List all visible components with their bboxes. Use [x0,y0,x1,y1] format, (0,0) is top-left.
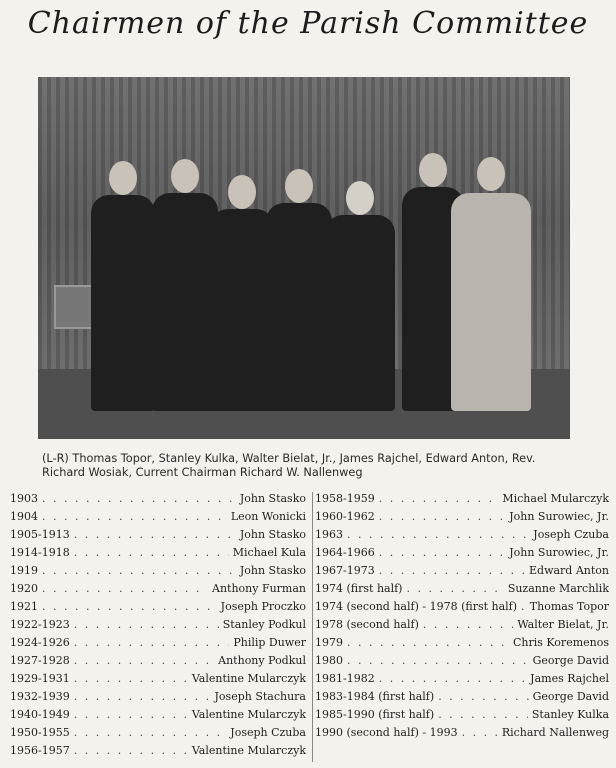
chairman-name: Walter Bielat, Jr. [517,618,609,631]
dot-leader [438,690,528,703]
dot-leader [42,600,217,613]
chairman-entry [10,582,306,600]
term-years: 1932-1939 [10,690,70,703]
term-years: 1919 [10,564,38,577]
term-years: 1974 (first half) [315,582,403,595]
term-years: 1914-1918 [10,546,70,559]
term-years: 1990 (second half) - 1993 [315,726,458,739]
term-years: 1929-1931 [10,672,70,685]
chairman-entry [10,564,306,582]
term-years: 1981-1982 [315,672,375,685]
chairmen-list-right [312,492,609,762]
dot-leader [379,492,499,505]
chairman-name: Joseph Czuba [230,726,306,739]
chairman-entry [315,708,609,726]
chairmen-list-left [10,492,306,762]
dot-leader [438,708,528,721]
term-years: 1904 [10,510,38,523]
term-years: 1940-1949 [10,708,70,721]
chairman-entry [10,636,306,654]
chairman-name: Valentine Mularczyk [191,708,306,721]
chairman-name: Anthony Podkul [218,654,306,667]
term-years: 1958-1959 [315,492,375,505]
chairman-entry [315,582,609,600]
dot-leader [42,582,208,595]
chairman-entry [10,546,306,564]
chairman-name: Edward Anton [529,564,609,577]
chairman-entry [10,726,306,744]
chairman-entry [10,708,306,726]
chairman-name: Joseph Proczko [220,600,306,613]
chairman-name: Leon Wonicki [230,510,306,523]
group-photo [38,77,570,439]
dot-leader [379,510,506,523]
chairman-entry [315,546,609,564]
chairman-entry [10,492,306,510]
dot-leader [347,636,509,649]
chairman-name: Richard Nallenweg [501,726,609,739]
dot-leader [406,582,503,595]
chairman-entry [10,600,306,618]
chairman-entry [10,618,306,636]
term-years: 1974 (second half) - 1978 (first half) [315,600,518,613]
term-years: 1985-1990 (first half) [315,708,435,721]
chairman-entry [315,618,609,636]
chairman-name: Joseph Czuba [533,528,609,541]
chairman-entry [10,528,306,546]
page-title: Chairmen of the Parish Committee [27,6,589,41]
dot-leader [74,708,188,721]
term-years: 1903 [10,492,38,505]
term-years: 1905-1913 [10,528,70,541]
term-years: 1920 [10,582,38,595]
dot-leader [74,528,236,541]
chairman-name: Stanley Kulka [531,708,609,721]
chairman-entry [315,510,609,528]
term-years: 1950-1955 [10,726,70,739]
chairman-name: John Stasko [239,564,306,577]
term-years: 1960-1962 [315,510,375,523]
chairman-name: John Surowiec, Jr. [509,510,609,523]
person-5 [322,111,398,411]
term-years: 1967-1973 [315,564,375,577]
chairman-name: Suzanne Marchlik [507,582,609,595]
chairman-entry [10,744,306,762]
chairman-name: Philip Duwer [233,636,306,649]
chairman-entry [315,492,609,510]
term-years: 1964-1966 [315,546,375,559]
chairman-entry [315,726,609,744]
chairman-name: John Stasko [239,528,306,541]
chairman-entry [10,672,306,690]
dot-leader [379,564,525,577]
chairman-entry [315,690,609,708]
chairman-name: Valentine Mularczyk [191,672,306,685]
term-years: 1924-1926 [10,636,70,649]
chairman-entry [315,564,609,582]
chairman-entry [10,690,306,708]
chairman-name: Michael Mularczyk [502,492,609,505]
term-years: 1922-1923 [10,618,70,631]
chairman-name: Valentine Mularczyk [191,744,306,757]
chairman-name: Stanley Podkul [222,618,306,631]
dot-leader [42,492,236,505]
term-years: 1983-1984 (first half) [315,690,435,703]
term-years: 1956-1957 [10,744,70,757]
chairman-name: James Rajchel [530,672,609,685]
chairman-entry [315,528,609,546]
chairman-name: Thomas Topor [529,600,609,613]
dot-leader [42,564,236,577]
chairman-entry [315,654,609,672]
chairman-name: John Surowiec, Jr. [509,546,609,559]
term-years: 1978 (second half) [315,618,419,631]
chairman-name: George David [532,654,609,667]
dot-leader [379,546,506,559]
dot-leader [423,618,513,631]
dot-leader [74,744,188,757]
chairman-entry [315,672,609,690]
dot-leader [74,672,188,685]
chairman-entry [315,636,609,654]
chairman-name: George David [532,690,609,703]
dot-leader [74,654,214,667]
dot-leader [74,636,230,649]
chairman-entry [315,600,609,618]
dot-leader [74,726,227,739]
dot-leader [42,510,227,523]
dot-leader [347,654,529,667]
chairman-name: John Stasko [239,492,306,505]
person-7 [448,101,534,411]
dot-leader [74,618,219,631]
chairman-entry [10,654,306,672]
photo-caption: (L-R) Thomas Topor, Stanley Kulka, Walter Bielat, Jr., James Rajchel, Edward Anton, Rev. Richard Wosiak, Current Chairman Richard W. Nallenweg [42,452,536,479]
chairman-name: Anthony Furman [212,582,306,595]
term-years: 1927-1928 [10,654,70,667]
term-years: 1963 [315,528,343,541]
term-years: 1979 [315,636,343,649]
dot-leader [521,600,526,613]
chairman-entry [10,510,306,528]
dot-leader [462,726,498,739]
chairman-name: Chris Koremenos [512,636,609,649]
chairman-name: Michael Kula [232,546,306,559]
chairman-name: Joseph Stachura [214,690,306,703]
dot-leader [347,528,529,541]
term-years: 1980 [315,654,343,667]
dot-leader [74,546,229,559]
dot-leader [74,690,211,703]
term-years: 1921 [10,600,38,613]
dot-leader [379,672,526,685]
